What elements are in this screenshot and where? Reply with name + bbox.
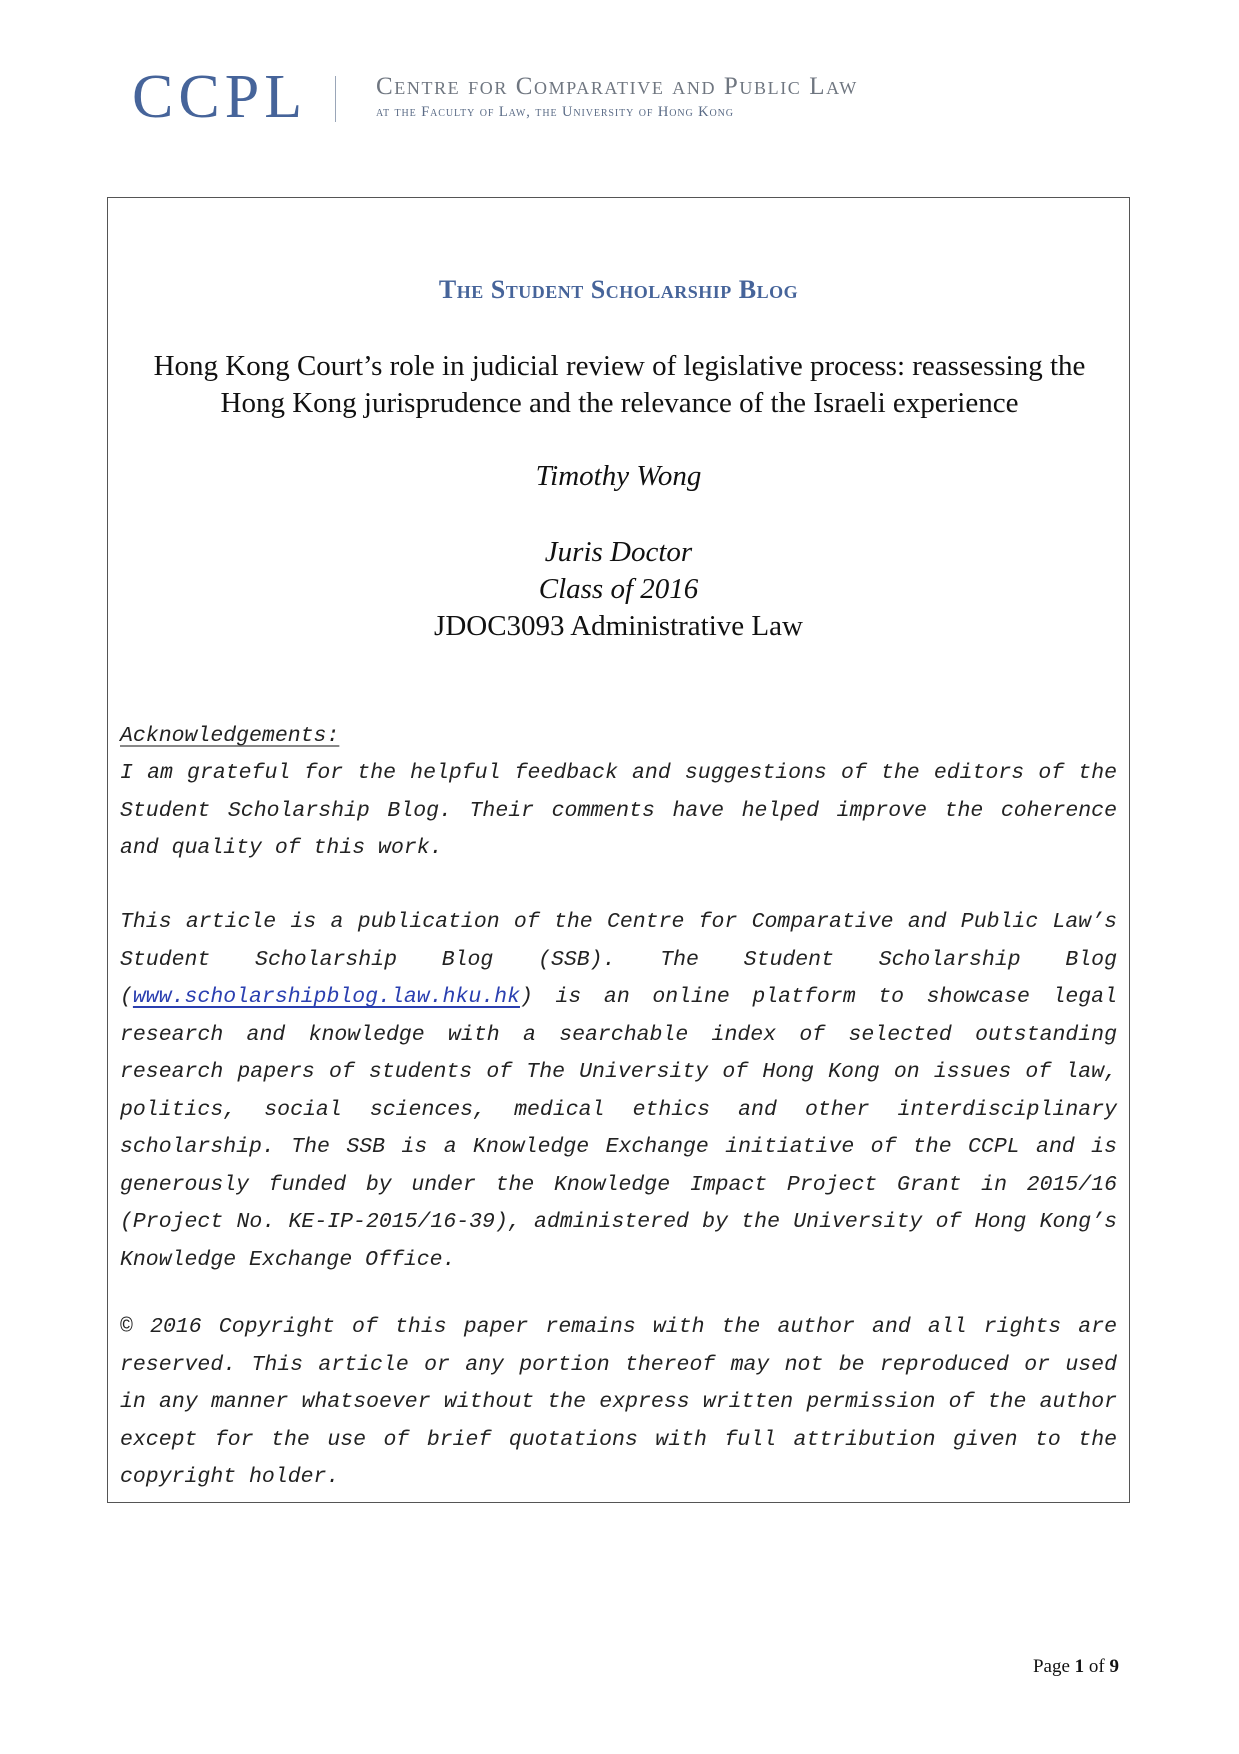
- page-number: [1033, 1656, 1119, 1678]
- scholarship-blog-link[interactable]: www.scholarshipblog.law.hku.hk: [132, 985, 520, 1009]
- paper-title: Hong Kong Court’s role in judicial review of legislative process: reassessing the Hong Kong jurisprudence and the relevance of the Israeli experience: [153, 350, 1086, 419]
- ccpl-header: [132, 62, 1032, 132]
- copyright-paragraph: © 2016 Copyright of this paper remains with the author and all rights are reserved. This article or any portion thereof may not be reproduced or used in any manner whatsoever without the express written permission of the author except for the use of brief quotations with full attribution given to the copyright holder.: [120, 1315, 1117, 1489]
- centre-subtitle: at the Faculty of Law, the University of Hong Kong: [376, 104, 734, 120]
- degree: Juris Doctor: [544, 536, 693, 568]
- of-word: of: [1088, 1656, 1105, 1677]
- publication-text-before: This article is a publication of the Centre for Comparative and Public Law’s Student Scholarship Blog (SSB). The Student Scholarship Blog (: [120, 910, 1117, 1009]
- page-total: 9: [1109, 1656, 1119, 1677]
- course: JDOC3093 Administrative Law: [434, 610, 803, 642]
- class-of: Class of 2016: [538, 573, 699, 605]
- logo-divider: [335, 76, 336, 122]
- ccpl-logo: CCPL: [132, 63, 308, 131]
- page-word: Page: [1032, 1656, 1070, 1677]
- cover-box: [107, 197, 1130, 1503]
- centre-name: Centre for Comparative and Public Law: [376, 73, 858, 100]
- blog-title: The Student Scholarship Blog: [438, 275, 799, 304]
- author-name: Timothy Wong: [535, 460, 702, 492]
- publication-paragraph: [120, 904, 1117, 1279]
- acknowledgements-text: I am grateful for the helpful feedback and suggestions of the editors of the Student Scholarship Blog. Their comments have helped improve the coherence and quality of this work.: [120, 761, 1117, 860]
- publication-text-after: ) is an online platform to showcase legal research and knowledge with a searchable index of selected outstanding research papers of students of The University of Hong Kong on issues of law, politics, social sciences, medical ethics and other interdisciplinary scholarship. The SSB is a Knowledge Exchange initiative of the CCPL and is generously funded by under the Knowledge Impact Project Grant in 2015/16 (Project No. KE-IP-2015/16-39), administered by the University of Hong Kong’s Knowledge Exchange Office.: [120, 985, 1117, 1272]
- acknowledgements-label: Acknowledgements:: [120, 724, 340, 748]
- page-current: 1: [1074, 1656, 1085, 1677]
